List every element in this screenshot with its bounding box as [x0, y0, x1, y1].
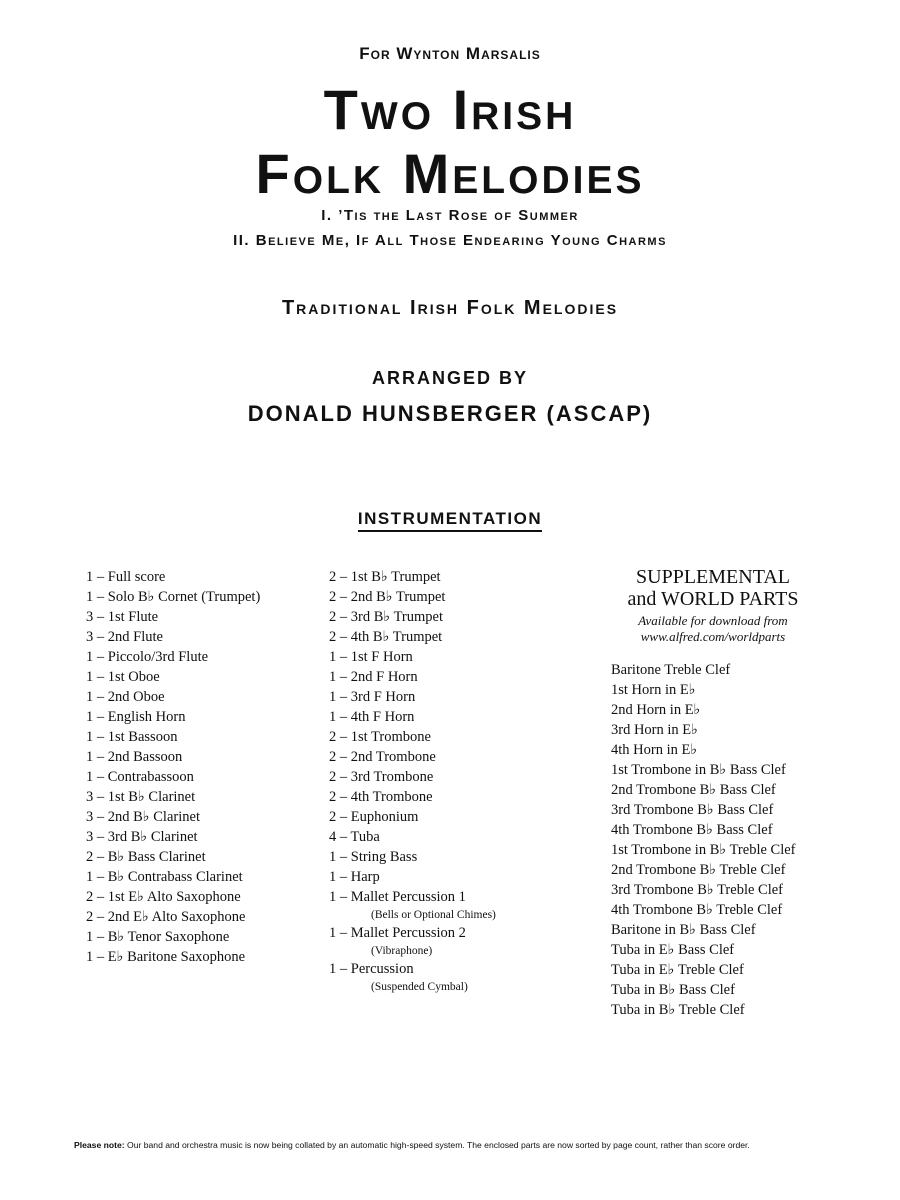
- instrument-item: 1 – Contrabassoon: [86, 769, 194, 785]
- instrument-item: 3 – 1st B♭ Clarinet: [86, 789, 196, 805]
- dedication: For Wynton Marsalis: [359, 44, 541, 63]
- instrument-item: 2 – 2nd B♭ Trumpet: [329, 589, 446, 605]
- source-line: Traditional Irish Folk Melodies: [281, 297, 619, 319]
- instrument-item: 1 – Solo B♭ Cornet (Trumpet): [86, 589, 261, 605]
- instrument-item: 2 – 1st E♭ Alto Saxophone: [86, 889, 241, 905]
- title-line-1: Two Irish: [323, 78, 577, 141]
- supplemental-part-item: Tuba in E♭ Treble Clef: [611, 962, 744, 978]
- supplemental-part-item: 3rd Trombone B♭ Treble Clef: [611, 882, 783, 898]
- instrument-item: 1 – 3rd F Horn: [329, 689, 416, 705]
- supplemental-part-item: 2nd Trombone B♭ Bass Clef: [611, 782, 776, 798]
- supplemental-heading-line-1: SUPPLEMENTAL: [636, 566, 790, 588]
- instrument-item: 1 – 1st Oboe: [86, 669, 160, 685]
- instrument-item: 1 – Mallet Percussion 2: [329, 925, 466, 941]
- instrument-item: 1 – 2nd Bassoon: [86, 749, 183, 765]
- instrument-item: 3 – 2nd Flute: [86, 629, 163, 645]
- instrument-item: 1 – 2nd F Horn: [329, 669, 418, 685]
- footer-note: [74, 1140, 864, 1150]
- instrument-item: 2 – Euphonium: [329, 809, 419, 825]
- instrument-item: 1 – B♭ Contrabass Clarinet: [86, 869, 243, 885]
- arranger-name: DONALD HUNSBERGER (ASCAP): [247, 401, 653, 426]
- instrument-item: 1 – Full score: [86, 569, 166, 585]
- availability-line-1: Available for download from: [638, 613, 788, 628]
- instrument-note: (Suspended Cymbal): [371, 981, 468, 993]
- supplemental-part-item: 1st Horn in E♭: [611, 682, 696, 698]
- note-label: Please note:: [74, 1140, 125, 1150]
- supplemental-part-item: 4th Trombone B♭ Bass Clef: [611, 822, 773, 838]
- instrument-item: 1 – English Horn: [86, 709, 186, 725]
- movement-1: I. ’Tis the Last Rose of Summer: [321, 207, 579, 224]
- instrument-item: 1 – String Bass: [329, 849, 418, 865]
- instrument-item: 1 – E♭ Baritone Saxophone: [86, 949, 246, 965]
- instrument-column-2: [329, 567, 589, 995]
- instrument-item: 1 – 2nd Oboe: [86, 689, 165, 705]
- instrument-item: 2 – 4th Trombone: [329, 789, 433, 805]
- supplemental-heading-line-2: and WORLD PARTS: [627, 588, 799, 610]
- instrumentation-heading: INSTRUMENTATION: [0, 509, 900, 529]
- supplemental-part-item: 4th Trombone B♭ Treble Clef: [611, 902, 783, 918]
- instrument-item: 2 – 3rd Trombone: [329, 769, 434, 785]
- instrument-item: 1 – Piccolo/3rd Flute: [86, 649, 209, 665]
- instrument-item: 2 – 3rd B♭ Trumpet: [329, 609, 443, 625]
- instrument-item: 1 – Mallet Percussion 1: [329, 889, 466, 905]
- availability-url: www.alfred.com/worldparts: [640, 629, 786, 644]
- supplemental-heading: [603, 566, 823, 610]
- movement-2: II. Believe Me, If All Those Endearing Young Charms: [233, 232, 667, 249]
- instrument-note: (Bells or Optional Chimes): [371, 909, 496, 921]
- supplemental-part-item: 1st Trombone in B♭ Treble Clef: [611, 842, 796, 858]
- note-text: Our band and orchestra music is now being collated by an automatic high-speed system. The enclosed parts are now sorted by page count, rather than score order.: [124, 1140, 750, 1150]
- supplemental-part-item: 3rd Horn in E♭: [611, 722, 698, 738]
- supplemental-part-item: Tuba in E♭ Bass Clef: [611, 942, 735, 958]
- instrument-item: 1 – Percussion: [329, 961, 414, 977]
- instrument-item: 1 – Harp: [329, 869, 380, 885]
- instrument-item: 3 – 3rd B♭ Clarinet: [86, 829, 198, 845]
- supplemental-part-item: Baritone in B♭ Bass Clef: [611, 922, 756, 938]
- arranged-by-label: ARRANGED BY: [371, 368, 528, 388]
- instrument-item: 2 – 2nd E♭ Alto Saxophone: [86, 909, 246, 925]
- supplemental-part-item: 1st Trombone in B♭ Bass Clef: [611, 762, 786, 778]
- instrument-item: 2 – 2nd Trombone: [329, 749, 436, 765]
- supplemental-part-item: Baritone Treble Clef: [611, 662, 731, 678]
- instrument-item: 2 – B♭ Bass Clarinet: [86, 849, 206, 865]
- supplemental-part-item: Tuba in B♭ Treble Clef: [611, 1002, 745, 1018]
- instrument-column-1: [86, 567, 326, 967]
- supplemental-part-item: 4th Horn in E♭: [611, 742, 698, 758]
- instrument-item: 1 – 4th F Horn: [329, 709, 415, 725]
- supplemental-parts-list: [611, 660, 851, 1020]
- supplemental-part-item: 3rd Trombone B♭ Bass Clef: [611, 802, 774, 818]
- supplemental-part-item: Tuba in B♭ Bass Clef: [611, 982, 735, 998]
- instrument-item: 2 – 4th B♭ Trumpet: [329, 629, 443, 645]
- instrument-item: 1 – 1st Bassoon: [86, 729, 178, 745]
- instrument-item: 2 – 1st B♭ Trumpet: [329, 569, 441, 585]
- instrument-note: (Vibraphone): [371, 945, 433, 957]
- instrument-item: 1 – B♭ Tenor Saxophone: [86, 929, 230, 945]
- title-line-2: Folk Melodies: [255, 142, 645, 205]
- supplemental-part-item: 2nd Horn in E♭: [611, 702, 701, 718]
- instrument-item: 1 – 1st F Horn: [329, 649, 413, 665]
- supplemental-availability: [603, 613, 823, 645]
- instrument-item: 4 – Tuba: [329, 829, 380, 845]
- instrument-item: 2 – 1st Trombone: [329, 729, 431, 745]
- instrument-item: 3 – 2nd B♭ Clarinet: [86, 809, 200, 825]
- supplemental-part-item: 2nd Trombone B♭ Treble Clef: [611, 862, 786, 878]
- instrument-item: 3 – 1st Flute: [86, 609, 159, 625]
